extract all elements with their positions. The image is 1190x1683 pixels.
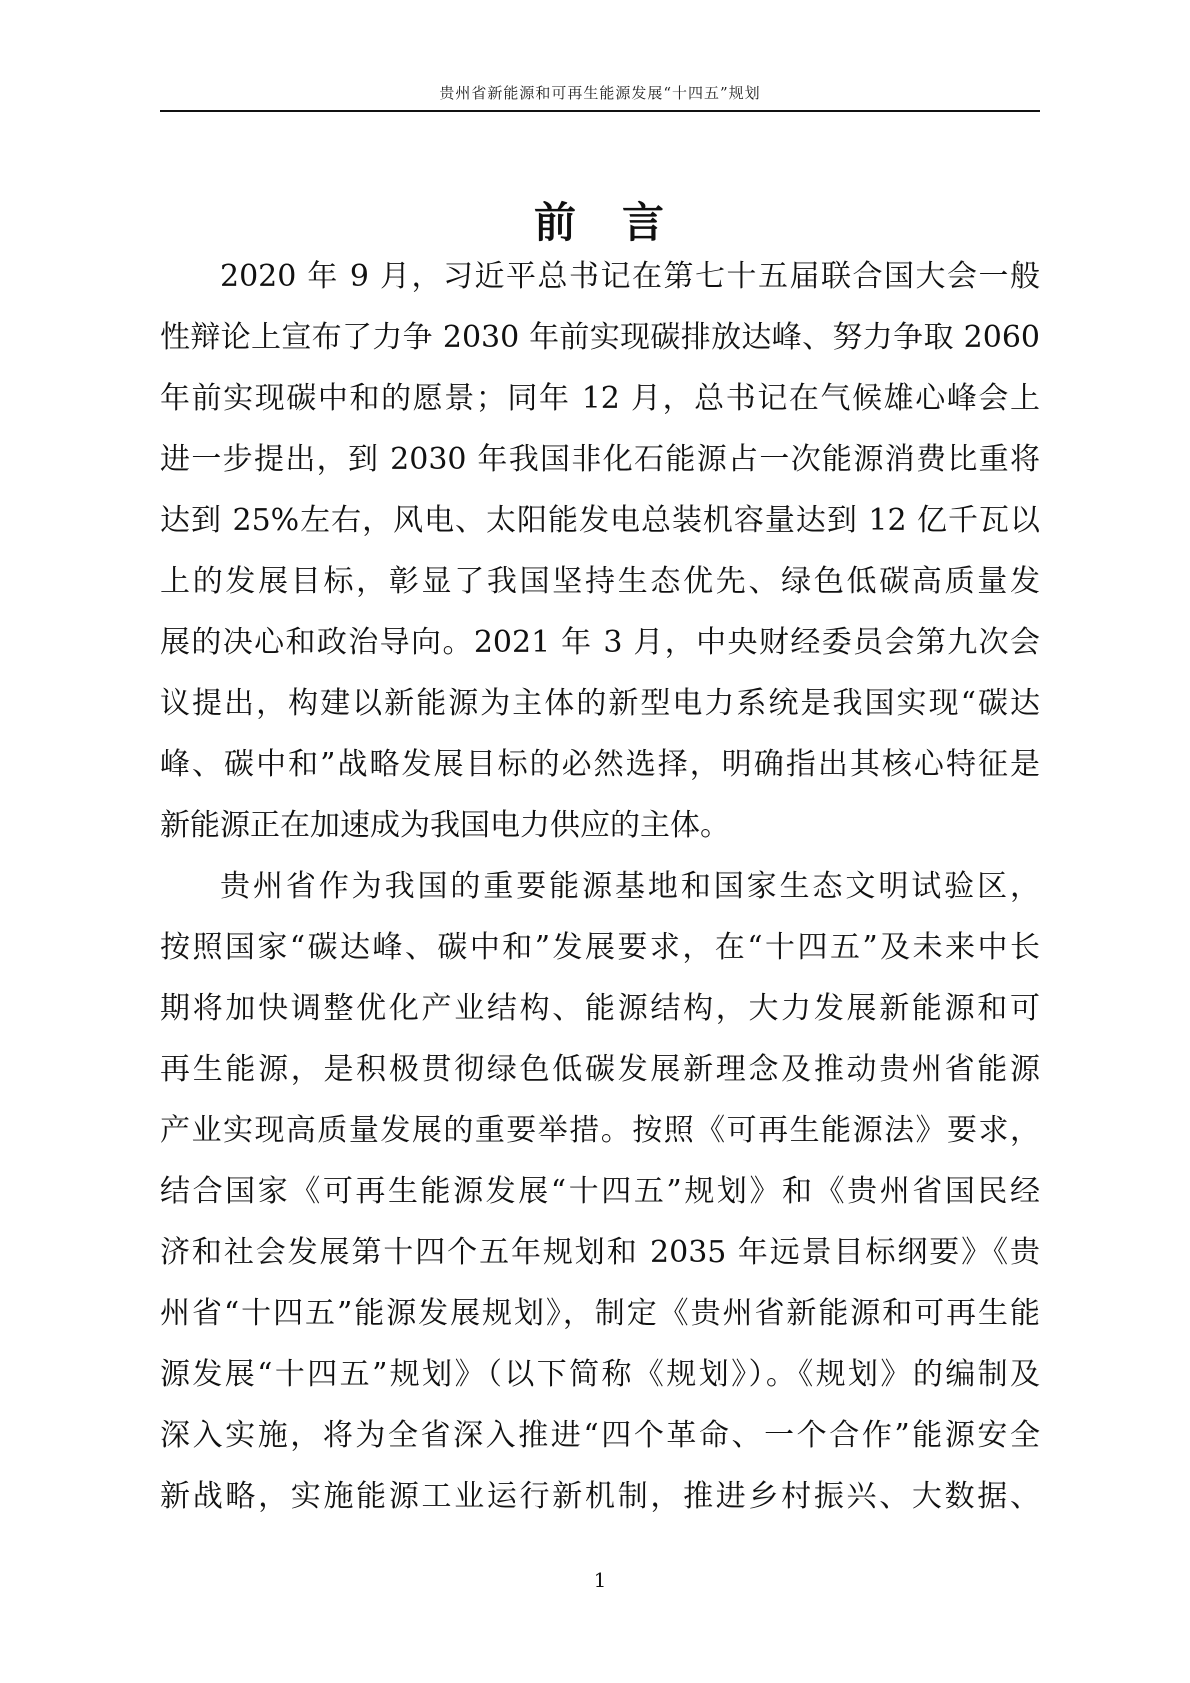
- running-header: 贵州省新能源和可再生能源发展“十四五”规划: [439, 84, 761, 102]
- header-rule: [160, 110, 1040, 112]
- paragraph-line: 新能源正在加速成为我国电力供应的主体。: [160, 808, 730, 843]
- paragraph-line: 州省“十四五”能源发展规划》，制定《贵州省新能源和可再生能: [160, 1296, 1040, 1331]
- paragraph-line: 上的发展目标，彰显了我国坚持生态优先、绿色低碳高质量发: [160, 564, 1040, 599]
- paragraph-line: 产业实现高质量发展的重要举措。按照《可再生能源法》要求，: [160, 1113, 1040, 1148]
- paragraph-line: 进一步提出，到 2030 年我国非化石能源占一次能源消费比重将: [160, 442, 1040, 477]
- paragraph-line: 展的决心和政治导向。2021 年 3 月，中央财经委员会第九次会: [160, 625, 1040, 660]
- paragraph-line: 深入实施，将为全省深入推进“四个革命、一个合作”能源安全: [160, 1418, 1040, 1453]
- paragraph-line: 新战略，实施能源工业运行新机制，推进乡村振兴、大数据、: [160, 1479, 1040, 1514]
- paragraph-1: [160, 246, 1040, 856]
- paragraph-line: 性辩论上宣布了力争 2030 年前实现碳排放达峰、努力争取 2060: [160, 320, 1040, 355]
- paragraph-line: 按照国家“碳达峰、碳中和”发展要求，在“十四五”及未来中长: [160, 930, 1040, 965]
- page-title: 前 言: [533, 198, 666, 247]
- paragraph-line: 峰、碳中和”战略发展目标的必然选择，明确指出其核心特征是: [160, 747, 1040, 782]
- page-number: 1: [593, 1568, 607, 1592]
- paragraph-line: 结合国家《可再生能源发展“十四五”规划》和《贵州省国民经: [160, 1174, 1040, 1209]
- paragraph-line: 议提出，构建以新能源为主体的新型电力系统是我国实现“碳达: [160, 686, 1040, 721]
- paragraph-line: 达到 25%左右，风电、太阳能发电总装机容量达到 12 亿千瓦以: [160, 503, 1040, 538]
- paragraph-line: 济和社会发展第十四个五年规划和 2035 年远景目标纲要》《贵: [160, 1235, 1040, 1270]
- paragraph-2: [160, 856, 1040, 1527]
- paragraph-line: 再生能源，是积极贯彻绿色低碳发展新理念及推动贵州省能源: [160, 1052, 1040, 1087]
- paragraph-line: 贵州省作为我国的重要能源基地和国家生态文明试验区，: [220, 869, 1040, 904]
- paragraph-line: 年前实现碳中和的愿景；同年 12 月，总书记在气候雄心峰会上: [160, 381, 1040, 416]
- paragraph-line: 期将加快调整优化产业结构、能源结构，大力发展新能源和可: [160, 991, 1040, 1026]
- paragraph-line: 源发展“十四五”规划》（以下简称《规划》）。《规划》的编制及: [160, 1357, 1040, 1392]
- paragraph-line: 2020 年 9 月，习近平总书记在第七十五届联合国大会一般: [220, 259, 1040, 294]
